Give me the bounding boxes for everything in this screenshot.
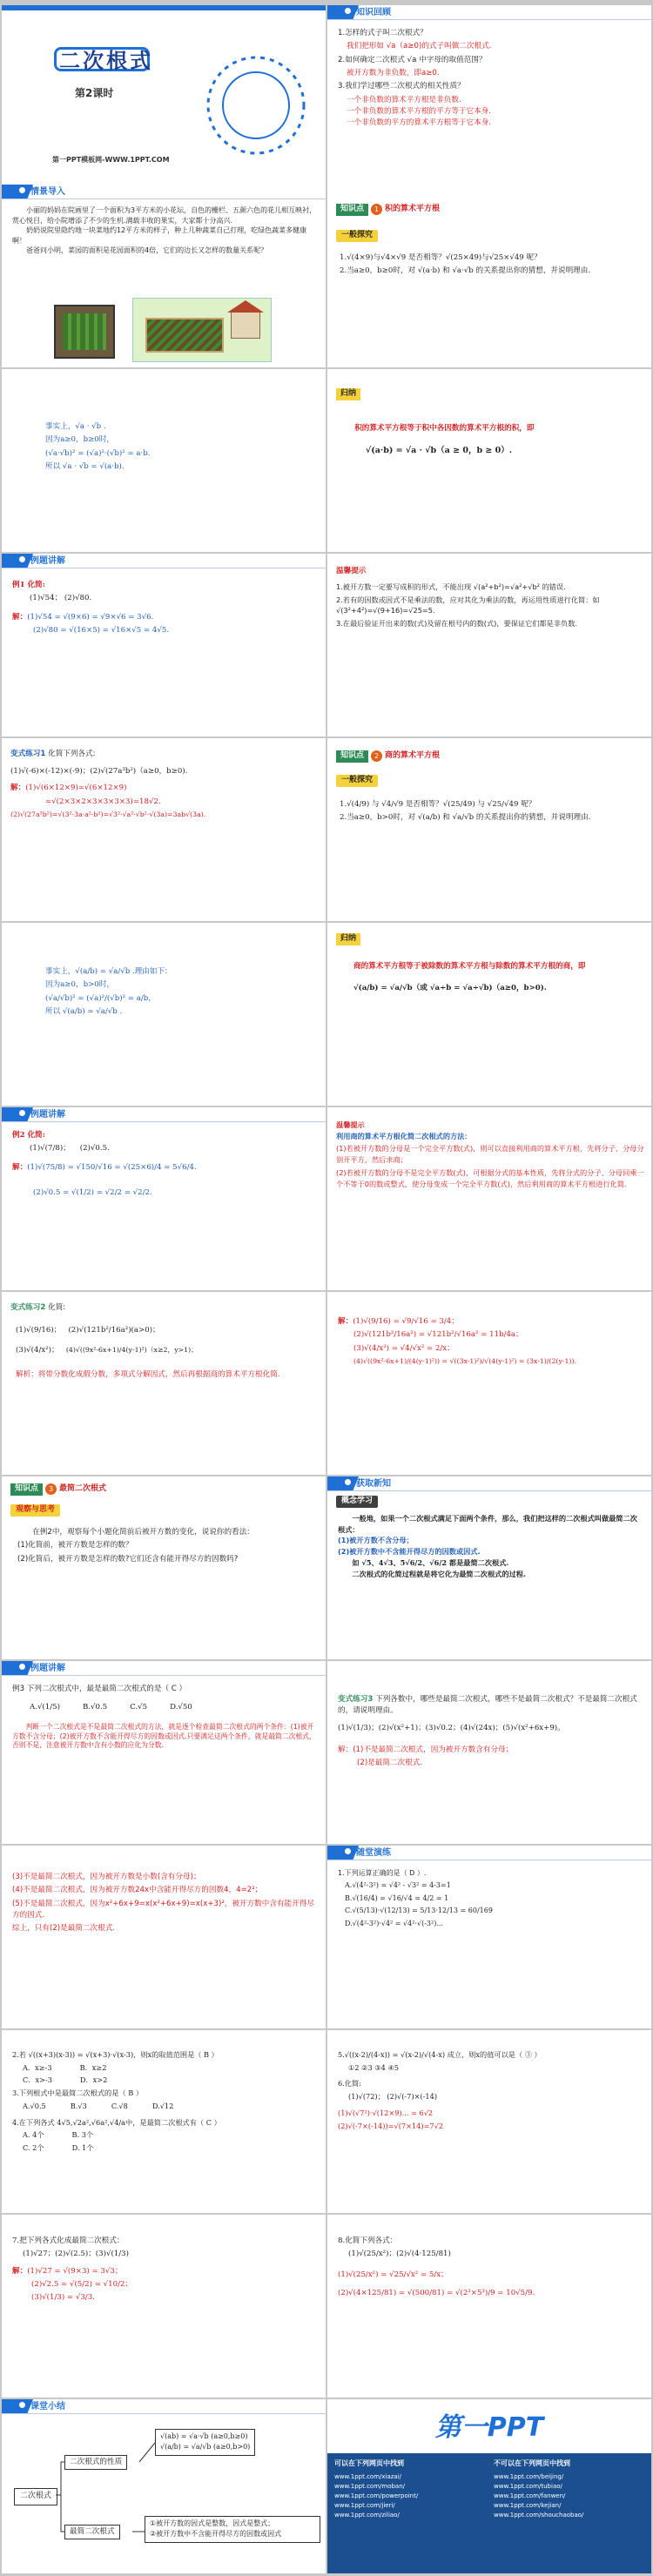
subsection-label: 一般探究	[336, 230, 378, 242]
link-9[interactable]: www.1ppt.com/kejian/	[494, 2501, 562, 2509]
kp-tag: 知识点	[336, 750, 368, 763]
variant2-q2: (2)√(121b²/16a²)(a>0)；	[68, 1326, 160, 1335]
ex3-opt-d: D.√50	[170, 1703, 192, 1712]
review-q1: 1.怎样的式子叫二次根式？	[338, 29, 427, 37]
variant2-q1: (1)√(9/16)；	[16, 1326, 62, 1335]
variant2-q4: (4)√((9x²-6x+1)/4(y-1)²)（x≥2，y>1)；	[65, 1346, 198, 1355]
ex3-question: 例3 下列二次根式中，最是最简二次根式的是（ C ）	[12, 1685, 187, 1693]
practice-q8-a1: (1)√(25/x²) = √25/√x² = 5/x；	[338, 2270, 448, 2279]
kp2-q2: 2.当a≥0，b>0时，对 √(a/b) 和 √a/√b 的关系提出你的猜想，并说明理由.	[340, 813, 591, 823]
slide-title	[2, 5, 326, 188]
slide-class-summary	[2, 2399, 326, 2573]
slide-proof2	[2, 923, 326, 1106]
slide-practice2	[2, 2030, 326, 2213]
summary-tag: 归纳	[336, 388, 360, 400]
variant1-sol: 解：	[10, 784, 26, 793]
subsection-label: 观察与思考	[10, 1504, 60, 1517]
slide-practice5	[327, 2215, 651, 2398]
practice-q4-d: D. 1个	[71, 2142, 94, 2152]
variant1-q: (1)√(-6)×(-12)×(-9)；(2)√(27a³b²)（a≥0，b≥0).	[10, 767, 188, 776]
ex2-a1: (1)√(75/8) = √150/√16 = √(25×6)/4 = 5√6/4.	[27, 1162, 197, 1172]
variant2-a1: (1)√(9/16) = √9/√16 = 3/4；	[353, 1317, 459, 1326]
review-a3-1: 一个非负数的算术平方根是非负数.	[347, 95, 461, 104]
variant2-a4: (4)√((9x²-6x+1)/(4(y-1)²)) = √((3x-1)²)/√(4(y-1)²) = (3x-1)/(2(y-1)).	[353, 1356, 577, 1365]
slide-kp1	[327, 185, 651, 367]
review-a2: 被开方数为非负数，即a≥0.	[347, 68, 440, 77]
proof1-l4: 所以 √a · √b = √(a·b).	[45, 461, 125, 471]
kp3-p2: (1)化简前，被开方数是怎样的数？	[17, 1541, 133, 1550]
practice-q4-a: A. 4个	[23, 2130, 44, 2140]
concept-p3: 二次根式的化简过程就是将它化为最简二次根式的过程.	[352, 1569, 527, 1578]
subsection-label: 概念学习	[336, 1496, 378, 1508]
site-footer: 第一PPT模板网-WWW.1PPT.COM	[52, 156, 170, 164]
variant3-a2: (2)是最简二次根式.	[357, 1759, 423, 1768]
kp-tag: 知识点	[336, 204, 368, 216]
concept-p1: 一般地，如果一个二次根式满足下面两个条件，那么，我们把这样的二次根式叫做最简二次根式：	[338, 1514, 637, 1534]
variant1-a1: (1)√(6×12×9)=√(6×12×9)	[25, 784, 127, 793]
concept-c2: (2)被开方数中不含能开得尽方的因数或因式.	[338, 1547, 481, 1557]
slide-end	[327, 2399, 651, 2573]
variant2-sol: 解：	[338, 1317, 353, 1326]
farm-illustration	[132, 298, 272, 362]
kp-number: 1	[371, 204, 382, 215]
tip1-1: 1.被开方数一定要写成积的形式，不能出现 √(a²+b²)=√a²+√b² 的错误.	[336, 582, 566, 591]
practice-q7-a1: (1)√27 = √(9×3) = 3√3；	[27, 2266, 123, 2276]
mindmap-node-simplest: 最简二次根式	[64, 2525, 120, 2539]
summary-tag: 归纳	[336, 933, 360, 945]
subtitle-text: 第2课时	[75, 87, 114, 99]
ex1-sol: 解：	[12, 612, 28, 622]
slide-kp3	[2, 1476, 326, 1659]
variant3-a1: 解：(1)不是最简二次根式，因为被开方数含有分母；	[338, 1745, 514, 1754]
ex3-opt-b: B.√0.5	[82, 1703, 108, 1712]
kp3-p1: 在例2中，观察每个小题化简前后被开方数的变化，说说你的看法：	[32, 1528, 254, 1537]
link-3[interactable]: www.1ppt.com/powerpoint/	[334, 2492, 419, 2500]
slide-kp2	[327, 738, 651, 921]
ex3-opt-a: A.√(1/5)	[30, 1703, 60, 1712]
tip2-2: (2)若被开方数的分母不是完全平方数(式)，可根据分式的基本性质，先将分式的分子、分母同乘一个不等于0的数或整式，使分母变成一个完全平方数(式)，然后利用商的算术平方根进行化简.	[336, 1167, 644, 1188]
kp2-q1: 1.√(4/9) 与 √4/√9 是否相等？√(25/49) 与 √25/√49 呢？	[340, 800, 536, 809]
link-7[interactable]: www.1ppt.com/tubiao/	[494, 2483, 562, 2491]
ex2-q2: (2)√0.5.	[79, 1144, 110, 1153]
tips2-title: 利用商的算术平方根化简二次根式的方法：	[336, 1131, 472, 1140]
kp-label: 积的算术平方根	[385, 205, 441, 213]
slide-summary1	[327, 369, 651, 552]
practice-q6-b2: (2)√(-7×(-14))=√(7×14)=7√2	[338, 2121, 444, 2130]
subsection-label: 一般探究	[336, 775, 378, 787]
ex1-title: 例1 化简:	[12, 581, 45, 589]
variant3-a5: (5)不是最简二次根式，因为x²+6x+9=x(x²+6x+9)=x(x+3)²，被开方数中含有能开得尽方的因式.	[12, 1899, 314, 1920]
practice-q3-c: C.√8	[111, 2101, 128, 2110]
intro-p1: 小丽的妈妈在院画里了一个面积为3平方米的小花坛，自色的栅栏、五颜六色的花儿相互映衬，赏心悦目，给小院增添了不少的生机.满载丰收的果实，大家都十分高兴.	[12, 206, 317, 225]
practice-q7: 7.把下列各式化成最简二次根式：	[12, 2236, 125, 2245]
practice-q1-c: C.√(5/13)·√(12/13) = 5/13·12/13 = 60/169	[345, 1907, 493, 1915]
practice-q6: 6.化简:	[338, 2079, 361, 2088]
practice-q2-c: C．x>-3	[23, 2075, 52, 2085]
top-bar	[2, 5, 326, 10]
practice-q7-a2: (2)√2.5 = √(5/2) = √10/2；	[31, 2279, 133, 2289]
slide-variant3-sol	[2, 1846, 326, 2028]
slide-variant2	[2, 1292, 326, 1475]
practice-q2: 2.若 √((x+3)(x-3)) = √(x+3)·√(x-3)，则x的取值范围是（ B ）	[12, 2050, 219, 2059]
brand-logo: 第一PPT	[434, 2412, 544, 2443]
tip2-1: (1)若被开方数的分母是一个完全平方数(式)，则可以直接利用商的算术平方根，先将分子、分母分别开平方，然后求商；	[336, 1144, 644, 1165]
mindmap-node-properties: 二次根式的性质	[64, 2455, 127, 2470]
tips-tag: 温馨提示	[336, 1120, 365, 1129]
review-a3-2: 一个非负数的算术平方根的平方等于它本身.	[347, 106, 492, 116]
section-header: 例题讲解	[17, 1108, 65, 1122]
link-10[interactable]: www.1ppt.com/shouchaobao/	[494, 2511, 584, 2519]
summary1-text: 积的算术平方根等于积中各因数的算术平方根的积，即	[354, 424, 535, 433]
variant2-a2: (2)√(121b²/16a²) = √121b²/√16a² = 11b/4a；	[353, 1330, 523, 1340]
variant2-tip: 解析：将带分数化成假分数，多项式分解因式，然后再根据商的算术平方根化简.	[16, 1369, 280, 1379]
decor-circles	[204, 40, 308, 171]
variant3-a4: (4)不是最简二次根式，因为被开方数24x中含能开得尽方的因数4，4=2²；	[12, 1886, 263, 1895]
slide-variant1	[2, 738, 326, 921]
kp1-q1: 1.√(4×9)与√4×√9 是否相等？√(25×49)与√25×√49 呢？	[340, 253, 542, 262]
ex3-opt-c: C.√5	[130, 1703, 148, 1712]
summary2-formula: √(a/b) = √a/√b（或 √a÷b = √a÷√b)（a≥0，b>0).	[353, 984, 547, 993]
variant2-q3: (3)√(4/x²)；	[16, 1346, 59, 1355]
mindmap-cond-1: ①被开方数的因式是整数，因式是整式；	[150, 2519, 275, 2527]
slide-intro	[2, 185, 326, 367]
intro-p3: 爸爸问小明，菜园的面积是花园面积的4倍，它们的边长又怎样的数量关系呢？	[26, 246, 268, 255]
practice-q8: 8.化简下列各式：	[338, 2236, 398, 2245]
practice-q4-b: B. 3个	[71, 2130, 94, 2140]
practice-q5-opts: ①2 ②3 ③4 ④5	[348, 2062, 400, 2072]
section-header: 知识回顾	[343, 6, 391, 20]
intro-p2: 奶奶说院里隐约地一块菜地约12平方米的样子，种上几种蔬菜自己打理，吃绿色蔬菜多健康啊！	[12, 226, 307, 245]
practice-q1: 1.下列运算正确的是（ D ）.	[338, 1869, 427, 1877]
kp-number: 3	[45, 1483, 57, 1495]
variant1-a2: =√(2×3×2×3×3×3×3)=18√2.	[45, 797, 161, 806]
mindmap-formula-1: √(ab) = √a·√b (a≥0,b≥0)	[160, 2432, 248, 2440]
practice-q6-b1: (1)√(√7²)·√(12×9)... = 6√2	[338, 2108, 434, 2117]
section-header: 情景导入	[17, 185, 65, 199]
slide-summary2	[327, 923, 651, 1106]
practice-q4-c: C. 2个	[23, 2142, 44, 2152]
mindmap-connectors	[2, 2399, 326, 2573]
ex2-q1: (1)√(7/8)；	[30, 1144, 71, 1153]
kp1-q2: 2.当a≥0，b≥0时，对 √(a·b) 和 √a·√b 的关系提出你的猜想，并说明理由.	[340, 266, 591, 276]
summary1-formula: √(a·b) = √a · √b（a ≥ 0，b ≥ 0）.	[366, 446, 513, 456]
variant3-q: 下列各数中，哪些是最简二次根式，哪些不是最简二次根式？不是最简二次根式的，请说明理由。	[338, 1695, 637, 1716]
proof1-l2: 因为a≥0，b≥0时，	[45, 435, 114, 445]
kp-label: 最简二次根式	[59, 1484, 107, 1493]
section-header: 例题讲解	[17, 555, 65, 568]
links-header-1: 可以在下列网页中找到	[334, 2459, 404, 2467]
practice-q5: 5.√((x-2)/(4-x)) = √(x-2)/√(4-x) 成立，则x的值可以是（ ③ ）	[338, 2050, 542, 2059]
variant2-title: 变式练习2	[10, 1303, 46, 1312]
section-header: 随堂演练	[343, 1846, 391, 1860]
tips-tag: 温馨提示	[336, 567, 367, 575]
slide-variant3	[327, 1661, 651, 1844]
variant2-a3: (3)√(4/x²) = √4/√x² = 2/x；	[353, 1343, 454, 1353]
practice-q3: 3.下列根式中是最简二次根式的是（ B ）	[12, 2088, 144, 2098]
slide-tips1	[327, 554, 651, 736]
garden-photo	[54, 305, 115, 359]
variant1-a3: (2)√(27a³b²)=√(3²·3a·a²·b²)=√3²·√a²·√b²·√(3a)=3ab√(3a).	[10, 810, 206, 818]
practice-q1-d: D.√(4²-3²)·√4² = √4²·√(-3²)...	[345, 1919, 443, 1927]
variant3-a3: (3)不是最简二次根式，因为被开方数是小数(含有分母)；	[12, 1873, 201, 1881]
link-4[interactable]: www.1ppt.com/jieri/	[334, 2501, 395, 2509]
ex2-title: 例2 化简:	[12, 1131, 45, 1140]
practice-q2-a: A．x≥-3	[23, 2062, 52, 2072]
proof2-l2: 因为a≥0，b>0时，	[45, 980, 114, 990]
slide-practice1	[327, 1846, 651, 2028]
practice-q8-items: (1)√(25/x²)；(2)√(4·125/81)	[348, 2250, 451, 2259]
mindmap-root: 二次根式	[14, 2488, 57, 2505]
section-header: 课堂小结	[17, 2400, 65, 2414]
slide-practice3	[327, 2030, 651, 2213]
slide-review	[327, 5, 651, 188]
title-text: 二次根式	[59, 49, 153, 73]
practice-q7-a3: (3)√(1/3) = √3/3.	[31, 2293, 95, 2303]
proof1-l1: 事实上，√a · √b .	[45, 422, 106, 431]
slide-concept	[327, 1476, 651, 1659]
review-q2: 2.如何确定二次根式 √a 中字母的取值范围？	[338, 55, 487, 64]
proof1-l3: (√a·√b)² = (√a)²·(√b)² = a·b.	[45, 448, 151, 458]
links-header-2: 不可以在下列网页中找到	[494, 2459, 570, 2467]
section-header: 获取新知	[343, 1477, 391, 1491]
practice-q3-b: B.√3	[70, 2101, 87, 2110]
proof2-l1: 事实上，√(a/b) = √a/√b .理由如下：	[45, 967, 172, 976]
tip1-2: 2.若有的因数或因式不是乘法的数，应对其化为乘法的数，再运用性质进行化简：如 √(3²+4²)=√(9+16)=√25=5.	[336, 595, 600, 615]
concept-c1: (1)被开方数不含分母；	[338, 1536, 414, 1545]
practice-q3-a: A.√0.5	[23, 2101, 46, 2110]
practice-q2-d: D．x>2	[79, 2075, 108, 2085]
variant1-task: 化简下列各式:	[48, 750, 96, 758]
link-5[interactable]: www.1ppt.com/ziliao/	[334, 2511, 400, 2519]
mindmap-formula-2: √(a/b) = √a/√b (a≥0,b>0)	[160, 2443, 251, 2452]
variant3-a6: 综上，只有(2)是最简二次根式.	[12, 1924, 116, 1934]
variant1-title: 变式练习1	[10, 750, 46, 758]
practice-q3-d: D.√12	[151, 2101, 174, 2110]
review-a1: 我们把形如 √a（a≥0)的式子叫做二次根式.	[347, 42, 492, 51]
slide-example3	[2, 1661, 326, 1844]
link-1[interactable]: www.1ppt.com/xiazai/	[334, 2473, 402, 2481]
link-2[interactable]: www.1ppt.com/moban/	[334, 2483, 406, 2491]
practice-q8-a2: (2)√(4×125/81) = √(500/81) = √(2²×5³)/9 = 10√5/9.	[338, 2288, 535, 2297]
practice-q2-b: B．x≥2	[79, 2062, 107, 2072]
practice-q6-items: (1)√(72)； (2)√(-7)×(-14)	[348, 2092, 438, 2102]
kp-number: 2	[371, 750, 382, 762]
ex3-note: 判断一个二次根式是不是最简二次根式的方法，就是逐个检查最简二次根式的两个条件：(1)被开方数不含分母；(2)被开方数不含能开得尽方的因数或因式.只要满足这两个条件，就是最简二次根式，否则不是，注意被开方数中含有小数的应化为分数.	[12, 1722, 316, 1750]
variant3-title: 变式练习3	[338, 1695, 374, 1704]
summary2-text: 商的算术平方根等于被除数的算术平方根与除数的算术平方根的商，即	[353, 962, 586, 971]
slide-proof1	[2, 369, 326, 552]
practice-q7-sol: 解：	[12, 2266, 28, 2276]
mindmap-cond-2: ②被开方数中不含能开得尽方的因数或因式	[150, 2530, 282, 2539]
slide-tips2	[327, 1107, 651, 1290]
variant3-opts: (1)√(1/3)；(2)√(x²+1)；(3)√0.2；(4)√(24x)；(5)√(x²+6x+9)。	[338, 1723, 565, 1732]
kp-label: 商的算术平方根	[385, 751, 441, 760]
review-q3: 3.我们学过哪些二次根式的相关性质？	[338, 82, 465, 91]
ex1-a2: (2)√80 = √(16×5) = √16×√5 = 4√5.	[33, 625, 170, 635]
slide-practice4	[2, 2215, 326, 2398]
link-8[interactable]: www.1ppt.com/fanwen/	[494, 2492, 566, 2500]
review-a3-3: 一个非负数的平方的算术平方根等于它本身.	[347, 118, 492, 128]
slide-example1	[2, 554, 326, 736]
practice-q4: 4.在下列各式 4√5,√2a²,√6a²,√4/a中，是最简二次根式有（ C ）	[12, 2117, 221, 2127]
kp-tag: 知识点	[10, 1483, 43, 1496]
ex2-a2: (2)√0.5 = √(1/2) = √2/2 = √2/2.	[33, 1187, 152, 1197]
practice-q1-a: A.√(4²-3²) = √4² - √3² = 4-3=1	[345, 1881, 451, 1890]
tip1-3: 3.在最后验证开出来的数(式)及留在根号内的数(式)，要保证它们都是非负数.	[336, 619, 578, 629]
kp3-p3: (2)化简后，被开方数是怎样的数?它们还含有能开得尽方的因数吗?	[17, 1554, 239, 1564]
ex1-a1: (1)√54 = √(9×6) = √9×√6 = 3√6.	[27, 612, 154, 622]
proof2-l3: (√a/√b)² = (√a)²/(√b)² = a/b，	[45, 993, 156, 1003]
section-header: 例题讲解	[17, 1662, 65, 1676]
variant2-task: 化简:	[48, 1303, 66, 1312]
slide-example2	[2, 1107, 326, 1290]
practice-q1-b: B.√(16/4) = √16/√4 = 4/2 = 1	[345, 1893, 449, 1902]
slide-variant2-sol	[327, 1292, 651, 1475]
proof2-l4: 所以 √(a/b) = √a/√b .	[45, 1006, 123, 1016]
link-6[interactable]: www.1ppt.com/beijing/	[494, 2473, 564, 2481]
ex2-sol: 解：	[12, 1162, 28, 1172]
concept-p2: 如 √5、4√3、5√6/2、√6/2 都是最简二次根式.	[352, 1557, 509, 1567]
ex1-question: (1)√54； (2)√80.	[30, 594, 92, 603]
practice-q7-items: (1)√27；(2)√(2.5)；(3)√(1/3)	[23, 2250, 129, 2259]
